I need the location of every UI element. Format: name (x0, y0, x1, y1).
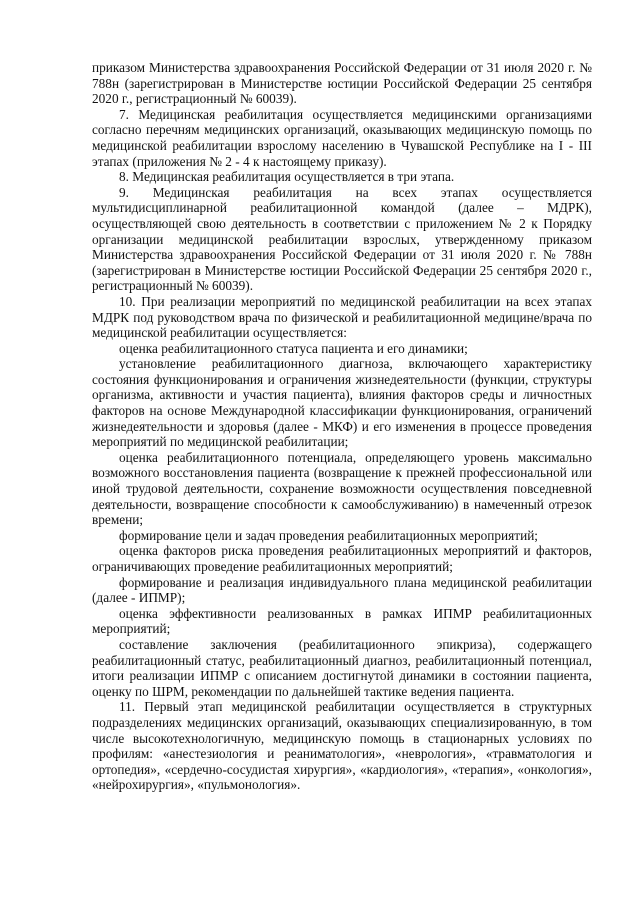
paragraph-8: 8. Медицинская реабилитация осуществляется в три этапа. (119, 169, 455, 185)
paragraph-9: 9. Медицинская реабилитация на всех этапах осуществляется мультидисциплинарной реабилитационной командой (далее – МДРК), осуществляющей свою деятельность в соответствии с приложением № 2 к Порядку организации медицинской реабилитации взрослых, утвержденному приказом Министерства здравоохранения Российской Федерации от 31 июля 2020 г. № 788н (зарегистрирован в Министерстве юстиции Российской Федерации 25 сентября 2020 г., регистрационный № 60039). (92, 184, 592, 294)
list-item: оценка реабилитационного потенциала, определяющего уровень максимально возможного восстановления пациента (возвращение к прежней профессиональной или иной трудовой деятельности, сохранение возможности осуществления повседневной деятельности, возвращение способности к самообслуживанию) в намеченный отрезок времени; (92, 449, 592, 528)
list-item: оценка реабилитационного статуса пациента и его динамики; (119, 340, 468, 356)
list-item: установление реабилитационного диагноза, включающего характеристику состояния функционирования и ограничения жизнедеятельности (функции, структуры организма, активности и участия пациента), влияния факторов среды и личностных факторов на основе Международной классификации функционирования, ограничений жизнедеятельности и здоровья (далее - МКФ) и его изменения в процессе проведения мероприятий по медицинской реабилитации; (92, 356, 592, 450)
list-item: формирование и реализация индивидуального плана медицинской реабилитации (далее - ИПМР); (92, 574, 592, 606)
paragraph-11: 11. Первый этап медицинской реабилитации осуществляется в структурных подразделениях медицинских организаций, оказывающих специализированную, в том числе высокотехнологичную, медицинскую помощь в стационарных условиях по профилям: «анестезиология и реаниматология», «неврология», «травматология и ортопедия», «сердечно-сосудистая хирургия», «кардиология», «терапия», «онкология», «нейрохирургия», «пульмонология». (92, 699, 592, 793)
paragraph-7: 7. Медицинская реабилитация осуществляется медицинскими организациями согласно перечням медицинских организаций, оказывающих медицинскую помощь по медицинской реабилитации взрослому населению в Чувашской Республике на I - III этапах (приложения № 2 - 4 к настоящему приказу). (92, 106, 592, 169)
list-item: составление заключения (реабилитационного эпикриза), содержащего реабилитационный статус, реабилитационный диагноз, реабилитационный потенциал, итоги реализации ИПМР с описанием достигнутой динамики в состоянии пациента, оценку по ШРМ, рекомендации по дальнейшей тактике ведения пациента. (92, 636, 592, 699)
list-item: оценка факторов риска проведения реабилитационных мероприятий и факторов, ограничивающих проведение реабилитационных мероприятий; (92, 543, 592, 574)
paragraph-continuation: приказом Министерства здравоохранения Российской Федерации от 31 июля 2020 г. № 788н (зарегистрирован в Министерстве юстиции Российской Федерации 25 сентября 2020 г., регистрационный № 60039). (92, 60, 592, 107)
list-item: формирование цели и задач проведения реабилитационных мероприятий; (119, 527, 539, 543)
document-page (92, 60, 592, 793)
paragraph-10: 10. При реализации мероприятий по медицинской реабилитации на всех этапах МДРК под руководством врача по физической и реабилитационной медицине/врача по медицинской реабилитации осуществляется: (92, 293, 592, 341)
list-item: оценка эффективности реализованных в рамках ИПМР реабилитационных мероприятий; (92, 605, 592, 637)
